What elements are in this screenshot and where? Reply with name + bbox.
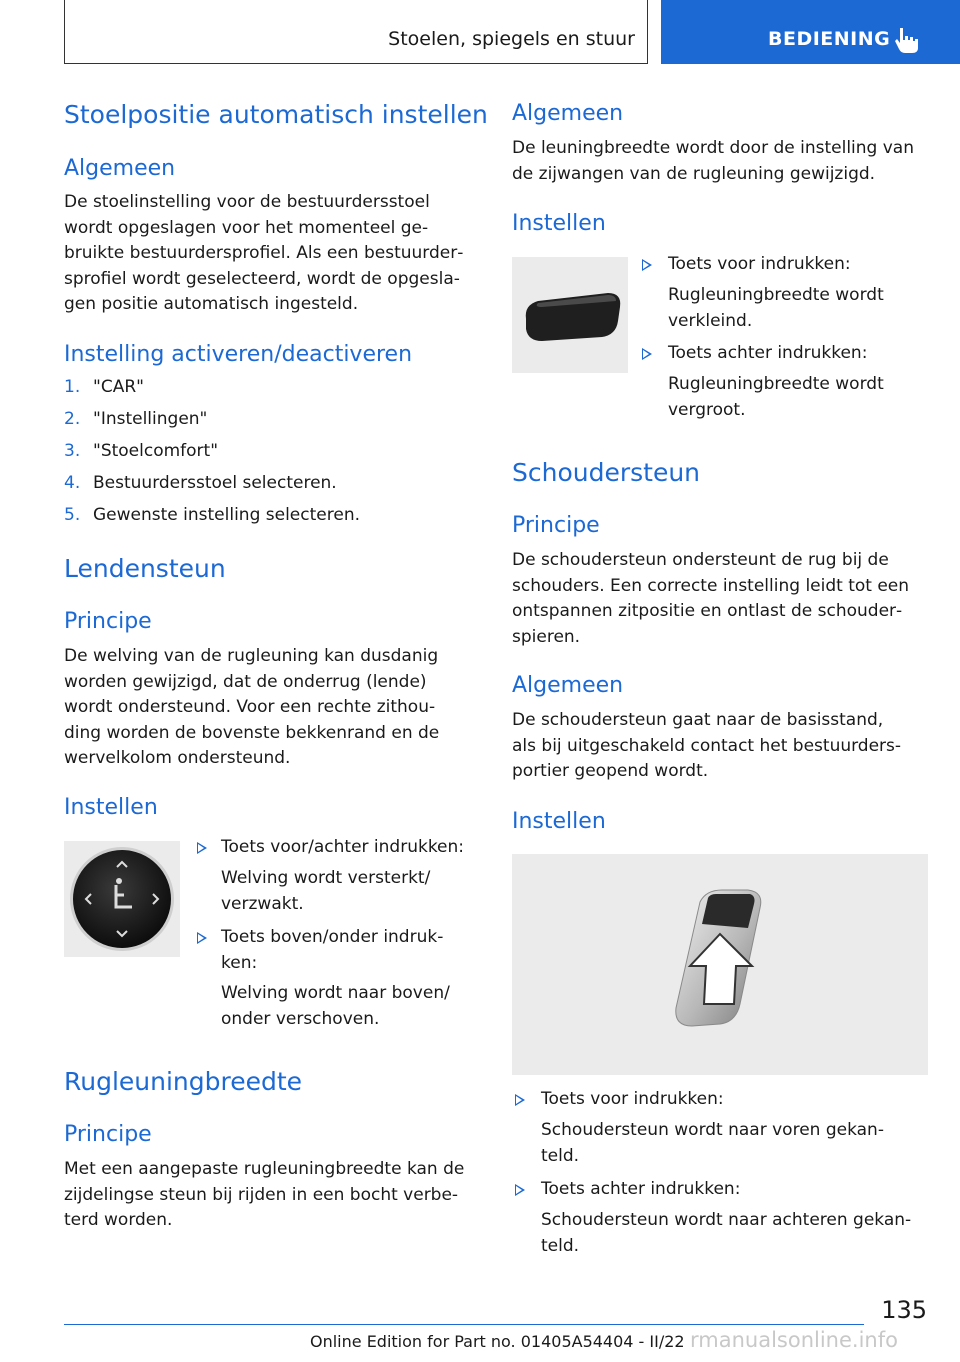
bullet-result: Welving wordt naar boven/ onder verschoven. — [221, 983, 450, 1029]
bullet-result: Welving wordt versterkt/ verzwakt. — [221, 868, 431, 914]
step-text: "CAR" — [93, 377, 144, 397]
footer-edition: Online Edition for Part no. 01405A54404 - II/22 — [310, 1332, 685, 1351]
step-number: 3. — [64, 441, 81, 461]
header-section-box — [64, 0, 648, 64]
paragraph-algemeen-rugleuning: De leuningbreedte wordt door de instelling van de zijwangen van de rugleuning gewijzigd. — [512, 138, 914, 184]
heading-instellen: Instellen — [64, 795, 158, 820]
heading-instellen: Instellen — [512, 211, 606, 236]
heading-instelling-activeren: Instelling activeren/deactiveren — [64, 342, 413, 367]
bullet-triangle-icon — [515, 1184, 525, 1196]
step-text: "Stoelcomfort" — [93, 441, 219, 461]
heading-principe: Principe — [512, 513, 600, 538]
backrest-width-button-icon — [512, 257, 628, 373]
bullet-text: Toets voor indrukken: — [668, 254, 851, 274]
step-number: 1. — [64, 377, 81, 397]
page-number: 135 — [881, 1296, 927, 1324]
heading-principe: Principe — [64, 609, 152, 634]
section-title-schoudersteun: Schoudersteun — [512, 458, 701, 487]
bullet-text: Toets voor indrukken: — [541, 1089, 724, 1109]
heading-principe: Principe — [64, 1122, 152, 1147]
section-title-lendensteun: Lendensteun — [64, 554, 226, 583]
paragraph-principe-lendensteun: De welving van de rugleuning kan dusdanig worden gewijzigd, dat de onderrug (lende) wordt ondersteund. Voor een rechte zithou‐ ding worden de bovenste bekkenrand en de wervelkolom ondersteund. — [64, 646, 440, 768]
step-number: 2. — [64, 409, 81, 429]
bullet-result: Schoudersteun wordt naar achteren gekan‐ teld. — [541, 1210, 912, 1256]
lumbar-control-image — [64, 841, 180, 957]
bullet-triangle-icon — [197, 932, 207, 944]
bullet-triangle-icon — [642, 259, 652, 271]
step-number: 4. — [64, 473, 81, 493]
step-text: "Instellingen" — [93, 409, 208, 429]
footer-divider — [64, 1324, 864, 1325]
step-text: Bestuurdersstoel selecteren. — [93, 473, 337, 493]
step-text: Gewenste instelling selecteren. — [93, 505, 360, 525]
heading-algemeen: Algemeen — [512, 673, 624, 698]
bullet-text: Toets achter indrukken: — [668, 343, 868, 363]
bullet-triangle-icon — [515, 1094, 525, 1106]
pointing-hand-icon — [894, 26, 920, 54]
header-chapter-label: BEDIENING — [768, 28, 891, 50]
lumbar-control-knob-icon — [64, 841, 180, 957]
bullet-text: Toets boven/onder indruk‐ ken: — [221, 927, 444, 973]
section-title-stoelpositie: Stoelpositie automatisch instellen — [64, 100, 488, 129]
heading-instellen: Instellen — [512, 809, 606, 834]
bullet-result: Rugleuningbreedte wordt verkleind. — [668, 285, 884, 331]
bullet-text: Toets achter indrukken: — [541, 1179, 741, 1199]
paragraph-principe-rugleuning: Met een aangepaste rugleuningbreedte kan de zijdelingse steun bij rijden in een bocht verbe‐ terd worden. — [64, 1159, 465, 1230]
bullet-triangle-icon — [642, 348, 652, 360]
shoulder-support-switch-icon — [512, 854, 928, 1075]
step-number: 5. — [64, 505, 81, 525]
heading-algemeen: Algemeen — [64, 156, 176, 181]
heading-algemeen: Algemeen — [512, 101, 624, 126]
bullet-result: Rugleuningbreedte wordt vergroot. — [668, 374, 884, 420]
header-chapter-tab[interactable] — [661, 0, 960, 64]
paragraph-principe-schoudersteun: De schoudersteun ondersteunt de rug bij de schouders. Een correcte instelling leidt tot een ontspannen zitpositie en ontlast de schouder‐ spieren. — [512, 550, 910, 647]
section-title-rugleuningbreedte: Rugleuningbreedte — [64, 1067, 303, 1096]
bullet-triangle-icon — [197, 842, 207, 854]
footer-watermark: rmanualsonline.info — [690, 1328, 898, 1352]
shoulder-support-switch-image — [512, 854, 928, 1075]
backrest-width-button-image — [512, 257, 628, 373]
header-section-title: Stoelen, spiegels en stuur — [388, 28, 635, 50]
paragraph-algemeen: De stoelinstelling voor de bestuurdersstoel wordt opgeslagen voor het momenteel ge‐ bruikte bestuurdersprofiel. Als een bestuurder‐ sprofiel wordt geselecteerd, wordt de opgesla‐ gen positie automatisch ingesteld. — [64, 192, 464, 314]
bullet-result: Schoudersteun wordt naar voren gekan‐ teld. — [541, 1120, 884, 1166]
paragraph-algemeen-schoudersteun: De schoudersteun gaat naar de basisstand, als bij uitgeschakeld contact het bestuurders‐ portier geopend wordt. — [512, 710, 902, 781]
bullet-text: Toets voor/achter indrukken: — [221, 837, 465, 857]
